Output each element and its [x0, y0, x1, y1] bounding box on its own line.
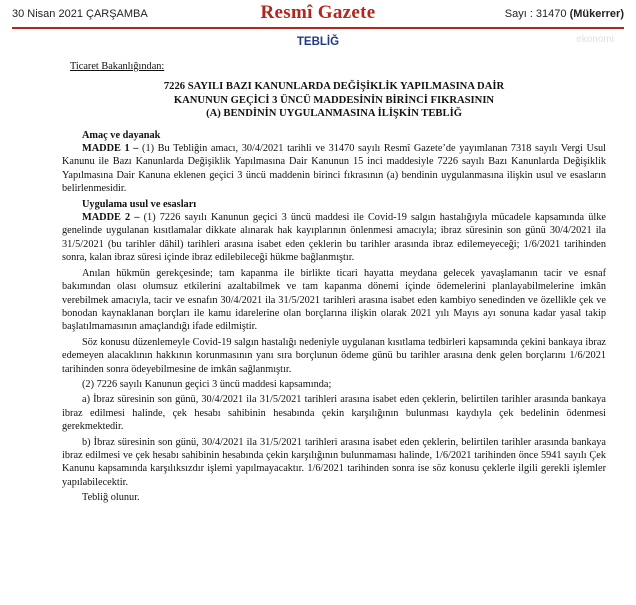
article-1-label: MADDE 1 –	[82, 143, 139, 155]
watermark: ekonomi	[576, 34, 614, 45]
gazette-header	[0, 0, 636, 26]
paragraph: a) İbraz süresinin son günü, 30/4/2021 ila 31/5/2021 tarihleri arasına isabet eden çeklerin, belirtilen tarihler arasında bankaya ibraz edilmesi halinde, çek hesabı sahibinin hesabında çekin karşılığının bulunması kaydıyla çek bedelinin ödenmesi gerekmektedir.	[62, 394, 606, 433]
ministry-name: Ticaret Bakanlığından:	[70, 61, 165, 72]
paragraph: Söz konusu düzenlemeyle Covid-19 salgın hastalığı nedeniyle uygulanan kısıtlama tedbirleri kapsamında çekini bankaya ibraz edemeyen alacaklının hakkının korunmasının yanı sıra borçlunun ödeme günü bu tarihler arasına denk gelen borçlarını 1/6/2021 tarihinden sonra ödeyebilmesine de imkân sağlanmıştır.	[62, 336, 606, 375]
closing-line: Tebliğ olunur.	[82, 492, 140, 504]
title-line: (A) BENDİNİN UYGULANMASINA İLİŞKİN TEBLİĞ	[206, 108, 462, 120]
issue-label: Sayı : 31470	[504, 8, 567, 20]
article-1-text: (1) Bu Tebliğin amacı, 30/4/2021 tarihli ve 31470 sayılı Resmî Gazete’de yayımlanan 7318 sayılı Vergi Usul Kanunu ile Bazı Kanunlarda Değişiklik Yapılmasına Dair Kanunun 15 inci maddesiyle 7226 sayılı Bazı Kanunlarda Değişiklik Yapılmasına Dair Kanuna eklenen geçici 3 üncü maddenin birinci fıkrasının (a) bendinin uygulanmasına ilişkin usul ve esasların belirlenmesidir.	[62, 143, 606, 195]
header-divider	[12, 27, 624, 29]
paragraph: Anılan hükmün gerekçesinde; tam kapanma ile birlikte ticari hayatta meydana gelecek yavaşlamanın tacir ve esnaf bakımından olası olumsuz etkilerini azaltabilmek ve tam kapanma dönemi içinde ödemelerini planlayabilmelerine imkân verebilmek amacıyla, tacir ve esnafın 30/4/2021 ila 31/5/2021 tarihleri arasına isabet eden kambiyo senedinden ve özellikle çek ve bonodan kaynaklanan borçları ile kamu idarelerine olan borçlarına ilişkin olarak 2021 yılı Mayıs ayı sonuna kadar yasal takip başlatılmamasının amaçlandığı ifade edilmiştir.	[62, 267, 606, 333]
document-title	[62, 80, 606, 120]
title-line: KANUNUN GEÇİCİ 3 ÜNCÜ MADDESİNİN BİRİNCİ FIKRASININ	[173, 94, 495, 106]
heading-procedures: Uygulama usul ve esasları	[82, 198, 197, 210]
issue-number	[505, 8, 624, 20]
article-2	[62, 211, 606, 265]
heading-purpose: Amaç ve dayanak	[82, 129, 161, 141]
article-2-label: MADDE 2 –	[82, 212, 140, 224]
issue-note: (Mükerrer)	[569, 8, 624, 20]
paragraph: b) İbraz süresinin son günü, 30/4/2021 ila 31/5/2021 tarihleri arasına isabet eden çeklerin, belirtilen tarihler arasında bankaya ibraz edilmesi ve çek hesabı sahibinin hesabında çekin karşılığının bulunmaması halinde, 1/6/2021 tarihinden önce 5941 sayılı Çek Kanunu kapsamında karşılıksızdır işlemi yapılmayacaktır. 1/6/2021 tarihinden sonra ise söz konusu çeklerle ilgili gerekli işlemler yapılabilecektir.	[62, 436, 606, 488]
article-1	[62, 142, 606, 196]
header-date: 30 Nisan 2021 ÇARŞAMBA	[12, 8, 148, 20]
gazette-title: Resmî Gazete	[260, 2, 376, 23]
paragraph: (2) 7226 sayılı Kanunun geçici 3 üncü maddesi kapsamında;	[82, 378, 332, 390]
article-2-text: (1) 7226 sayılı Kanunun geçici 3 üncü maddesi ile Covid-19 salgın hastalığıyla mücadele kapsamında ülke genelinde uygulanan kısıtlamalar dikkate alınarak hak kayıplarının önlenmesi amacıyla; ibraz süresinin son günü 30/4/2021 ila 31/5/2021 (bu tarihler dâhil) tarihleri arasına isabet eden çeklerin bu tarihler arasında ibraz edilemeyeceği; 1/6/2021 tarihinden sonra, kalan ibraz süresi içinde ibraz edilebileceği hükme bağlanmıştır.	[62, 212, 606, 264]
section-title: TEBLİĞ	[296, 36, 340, 48]
title-line: 7226 SAYILI BAZI KANUNLARDA DEĞİŞİKLİK YAPILMASINA DAİR	[163, 81, 505, 93]
document-body	[62, 60, 606, 507]
